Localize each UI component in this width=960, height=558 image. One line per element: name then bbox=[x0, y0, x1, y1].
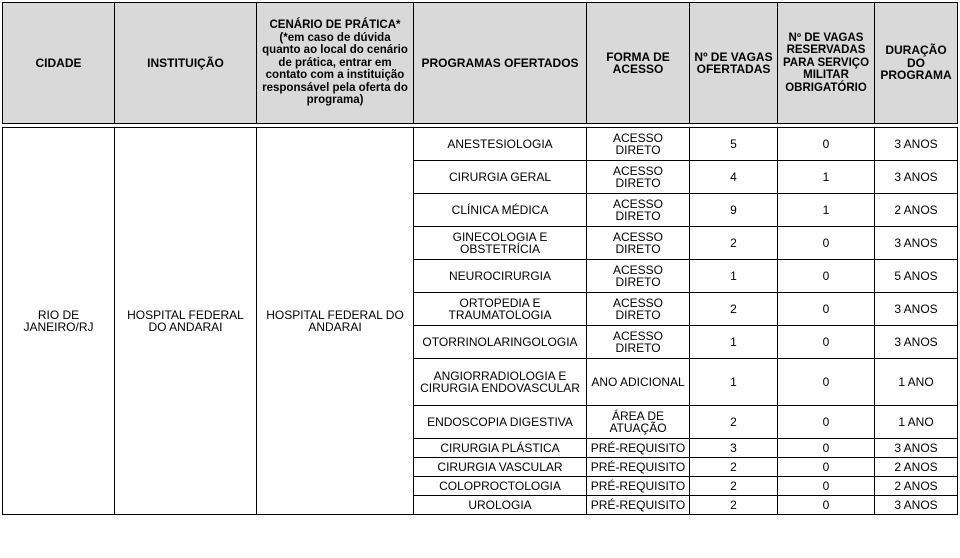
cell-vagas-militar: 0 bbox=[778, 293, 875, 326]
header-cidade: CIDADE bbox=[3, 3, 115, 124]
cell-vagas: 1 bbox=[690, 260, 778, 293]
header-cenario-title: CENÁRIO DE PRÁTICA* bbox=[269, 19, 401, 32]
cell-vagas: 2 bbox=[690, 293, 778, 326]
cell-vagas: 2 bbox=[690, 458, 778, 477]
header-forma: FORMA DE ACESSO bbox=[587, 3, 690, 124]
cell-vagas: 3 bbox=[690, 439, 778, 458]
cell-duracao: 2 ANOS bbox=[875, 194, 958, 227]
cell-vagas-militar: 0 bbox=[778, 128, 875, 161]
cell-forma-acesso: PRÉ-REQUISITO bbox=[587, 439, 690, 458]
cell-duracao: 3 ANOS bbox=[875, 496, 958, 515]
group-instituicao: HOSPITAL FEDERAL DO ANDARAI bbox=[115, 128, 257, 515]
header-duracao: DURAÇÃO DO PROGRAMA bbox=[875, 3, 958, 124]
cell-vagas: 1 bbox=[690, 326, 778, 359]
header-programas: PROGRAMAS OFERTADOS bbox=[414, 3, 587, 124]
cell-duracao: 3 ANOS bbox=[875, 439, 958, 458]
cell-forma-acesso: ACESSO DIRETO bbox=[587, 293, 690, 326]
cell-programa: ORTOPEDIA E TRAUMATOLOGIA bbox=[414, 293, 587, 326]
cell-forma-acesso: ACESSO DIRETO bbox=[587, 326, 690, 359]
cell-programa: GINECOLOGIA E OBSTETRÍCIA bbox=[414, 227, 587, 260]
cell-programa: OTORRINOLARINGOLOGIA bbox=[414, 326, 587, 359]
cell-programa: CLÍNICA MÉDICA bbox=[414, 194, 587, 227]
cell-vagas-militar: 0 bbox=[778, 326, 875, 359]
header-vagas-militar: Nº DE VAGAS RESERVADAS PARA SERVIÇO MILITAR OBRIGATÓRIO bbox=[778, 3, 875, 124]
cell-vagas-militar: 0 bbox=[778, 477, 875, 496]
group-cenario: HOSPITAL FEDERAL DO ANDARAI bbox=[257, 128, 414, 515]
cell-forma-acesso: ANO ADICIONAL bbox=[587, 359, 690, 406]
cell-forma-acesso: ACESSO DIRETO bbox=[587, 128, 690, 161]
cell-duracao: 3 ANOS bbox=[875, 161, 958, 194]
cell-vagas-militar: 0 bbox=[778, 439, 875, 458]
cell-vagas: 2 bbox=[690, 496, 778, 515]
cell-vagas: 9 bbox=[690, 194, 778, 227]
cell-programa: CIRURGIA VASCULAR bbox=[414, 458, 587, 477]
cell-forma-acesso: ÁREA DE ATUAÇÃO bbox=[587, 406, 690, 439]
cell-vagas: 1 bbox=[690, 359, 778, 406]
cell-programa: ANESTESIOLOGIA bbox=[414, 128, 587, 161]
header-vagas: Nº DE VAGAS OFERTADAS bbox=[690, 3, 778, 124]
cell-forma-acesso: ACESSO DIRETO bbox=[587, 194, 690, 227]
cell-vagas-militar: 1 bbox=[778, 194, 875, 227]
cell-forma-acesso: PRÉ-REQUISITO bbox=[587, 458, 690, 477]
cell-programa: CIRURGIA GERAL bbox=[414, 161, 587, 194]
table-header bbox=[2, 2, 958, 124]
cell-forma-acesso: PRÉ-REQUISITO bbox=[587, 496, 690, 515]
cell-programa: ANGIORRADIOLOGIA E CIRURGIA ENDOVASCULAR bbox=[414, 359, 587, 406]
cell-programa: CIRURGIA PLÁSTICA bbox=[414, 439, 587, 458]
header-cenario bbox=[257, 3, 414, 124]
cell-forma-acesso: ACESSO DIRETO bbox=[587, 260, 690, 293]
cell-vagas: 2 bbox=[690, 227, 778, 260]
cell-duracao: 3 ANOS bbox=[875, 227, 958, 260]
table-body bbox=[2, 127, 958, 515]
cell-vagas-militar: 0 bbox=[778, 406, 875, 439]
cell-vagas-militar: 1 bbox=[778, 161, 875, 194]
table-row bbox=[3, 128, 958, 161]
cell-vagas: 5 bbox=[690, 128, 778, 161]
cell-programa: ENDOSCOPIA DIGESTIVA bbox=[414, 406, 587, 439]
group-cidade: RIO DE JANEIRO/RJ bbox=[3, 128, 115, 515]
cell-vagas-militar: 0 bbox=[778, 227, 875, 260]
cell-forma-acesso: ACESSO DIRETO bbox=[587, 227, 690, 260]
cell-vagas: 2 bbox=[690, 477, 778, 496]
cell-vagas-militar: 0 bbox=[778, 496, 875, 515]
cell-duracao: 1 ANO bbox=[875, 359, 958, 406]
cell-forma-acesso: ACESSO DIRETO bbox=[587, 161, 690, 194]
header-instituicao: INSTITUIÇÃO bbox=[115, 3, 257, 124]
cell-vagas: 2 bbox=[690, 406, 778, 439]
cell-vagas: 4 bbox=[690, 161, 778, 194]
cell-programa: UROLOGIA bbox=[414, 496, 587, 515]
cell-duracao: 2 ANOS bbox=[875, 458, 958, 477]
cell-vagas-militar: 0 bbox=[778, 458, 875, 477]
cell-duracao: 3 ANOS bbox=[875, 326, 958, 359]
cell-forma-acesso: PRÉ-REQUISITO bbox=[587, 477, 690, 496]
header-cenario-note: (*em caso de dúvida quanto ao local do cenário de prática, entrar em contato com a instituição responsável pela oferta do programa) bbox=[262, 31, 408, 107]
cell-duracao: 3 ANOS bbox=[875, 128, 958, 161]
cell-duracao: 1 ANO bbox=[875, 406, 958, 439]
cell-duracao: 2 ANOS bbox=[875, 477, 958, 496]
cell-duracao: 3 ANOS bbox=[875, 293, 958, 326]
cell-duracao: 5 ANOS bbox=[875, 260, 958, 293]
cell-vagas-militar: 0 bbox=[778, 359, 875, 406]
cell-programa: COLOPROCTOLOGIA bbox=[414, 477, 587, 496]
cell-programa: NEUROCIRURGIA bbox=[414, 260, 587, 293]
cell-vagas-militar: 0 bbox=[778, 260, 875, 293]
